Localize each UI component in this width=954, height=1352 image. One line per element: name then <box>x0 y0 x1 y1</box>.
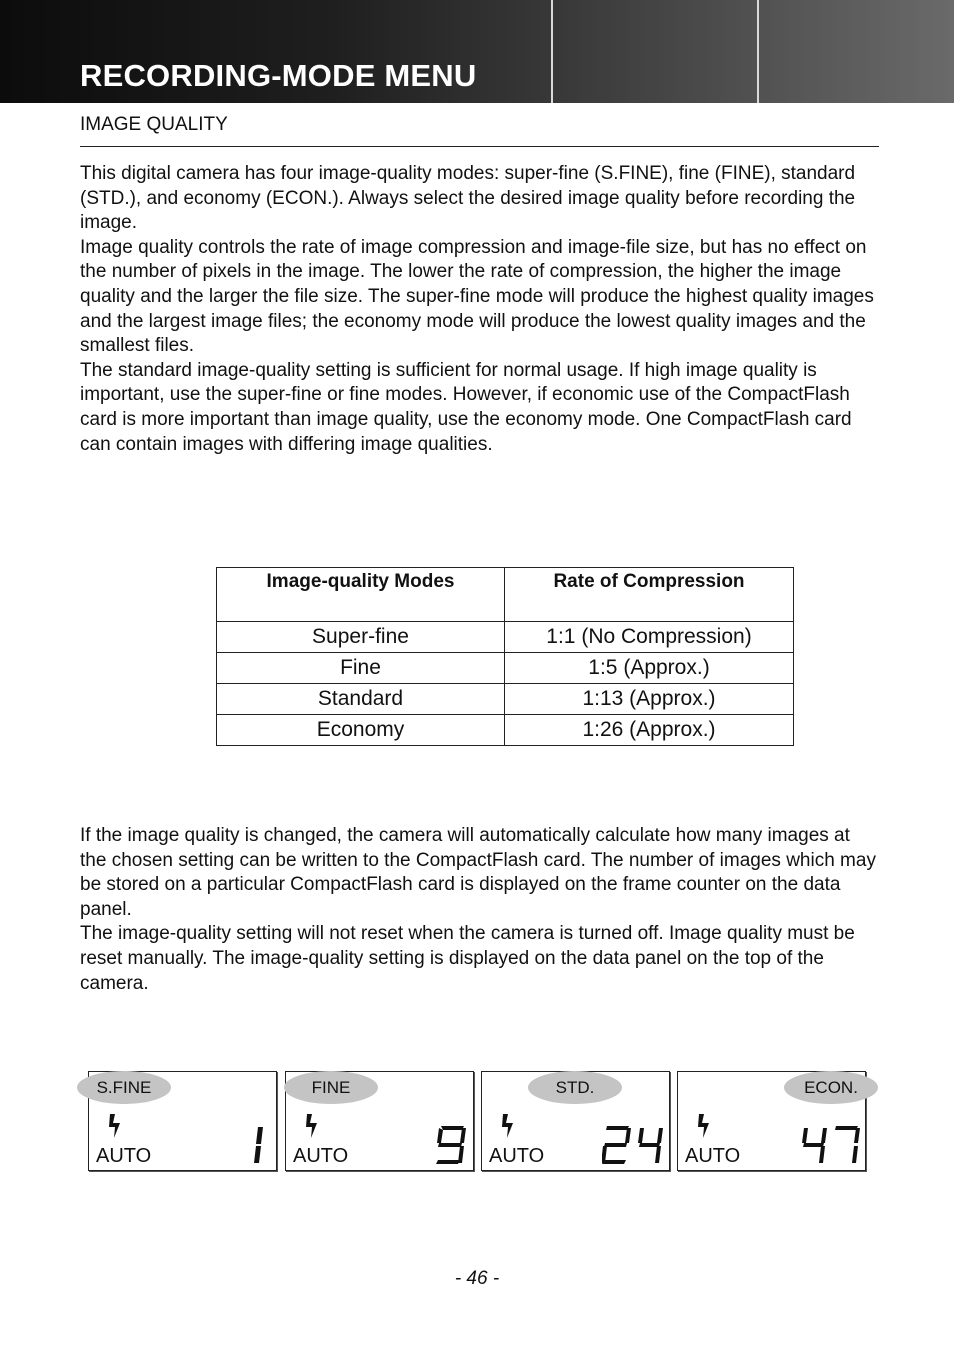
section-divider <box>80 146 879 147</box>
flash-mode-label: AUTO <box>685 1145 741 1167</box>
flash-icon <box>108 1113 122 1139</box>
section-title: IMAGE QUALITY <box>80 114 228 135</box>
table-cell: 1:5 (Approx.) <box>505 653 794 684</box>
table-row <box>217 653 794 684</box>
image-quality-table <box>216 567 794 746</box>
table-cell: 1:13 (Approx.) <box>505 684 794 715</box>
closing-text <box>80 824 880 996</box>
data-panel-econ <box>677 1071 866 1171</box>
data-panel-sfine <box>88 1071 277 1171</box>
paragraph: The image-quality setting will not reset when the camera is turned off. Image quality must be reset manually. The image-quality setting is displayed on the data panel on the top of the camera. <box>80 923 855 994</box>
flash-icon <box>305 1113 319 1139</box>
paragraph: If the image quality is changed, the camera will automatically calculate how many images at the chosen setting can be written to the CompactFlash card. The number of images which may be stored on a particular CompactFlash card is displayed on the frame counter on the data panel. <box>80 825 876 920</box>
page-number: - 46 - <box>454 1268 500 1289</box>
frame-counter <box>246 1124 270 1166</box>
table-cell: 1:26 (Approx.) <box>505 715 794 746</box>
flash-mode-label: AUTO <box>293 1145 349 1167</box>
table-cell: Fine <box>217 653 505 684</box>
frame-counter <box>602 1124 664 1166</box>
frame-counter <box>800 1124 860 1166</box>
data-panel-std <box>481 1071 670 1171</box>
table-row <box>217 622 794 653</box>
paragraph: This digital camera has four image-quality modes: super-fine (S.FINE), fine (FINE), standard (STD.), and economy (ECON.). Always select the desired image quality before recording the image. <box>80 163 856 234</box>
flash-mode-label: AUTO <box>489 1145 545 1167</box>
quality-label: STD. <box>528 1071 622 1104</box>
header-divider <box>551 0 553 103</box>
quality-label: S.FINE <box>77 1071 171 1104</box>
header-band <box>0 0 954 103</box>
table-header-row <box>217 568 794 622</box>
frame-counter <box>436 1124 466 1166</box>
flash-mode-label: AUTO <box>96 1145 152 1167</box>
intro-text <box>80 162 880 457</box>
data-panel-fine <box>285 1071 474 1171</box>
quality-label: FINE <box>284 1071 378 1104</box>
table-header: Rate of Compression <box>505 568 794 622</box>
table-cell: 1:1 (No Compression) <box>505 622 794 653</box>
paragraph: The standard image-quality setting is sufficient for normal usage. If high image quality is important, use the super-fine or fine modes. However, if economic use of the CompactFlash card is more important than image quality, use the economy mode. One CompactFlash card can contain images with differing image qualities. <box>80 359 852 455</box>
flash-icon <box>501 1113 515 1139</box>
quality-label: ECON. <box>784 1071 878 1104</box>
table-row <box>217 684 794 715</box>
page-title: RECORDING-MODE MENU <box>80 58 477 93</box>
flash-icon <box>697 1113 711 1139</box>
table-header: Image-quality Modes <box>217 568 505 622</box>
table-cell: Standard <box>217 684 505 715</box>
table-cell: Economy <box>217 715 505 746</box>
header-divider <box>757 0 759 103</box>
table-cell: Super-fine <box>217 622 505 653</box>
table-row <box>217 715 794 746</box>
paragraph: Image quality controls the rate of image compression and image-file size, but has no effect on the number of pixels in the image. The lower the rate of compression, the higher the image quality and the larger the file size. The super-fine mode will produce the highest quality images and the largest image files; the economy mode will produce the lowest quality images and the smallest files. <box>80 236 874 357</box>
